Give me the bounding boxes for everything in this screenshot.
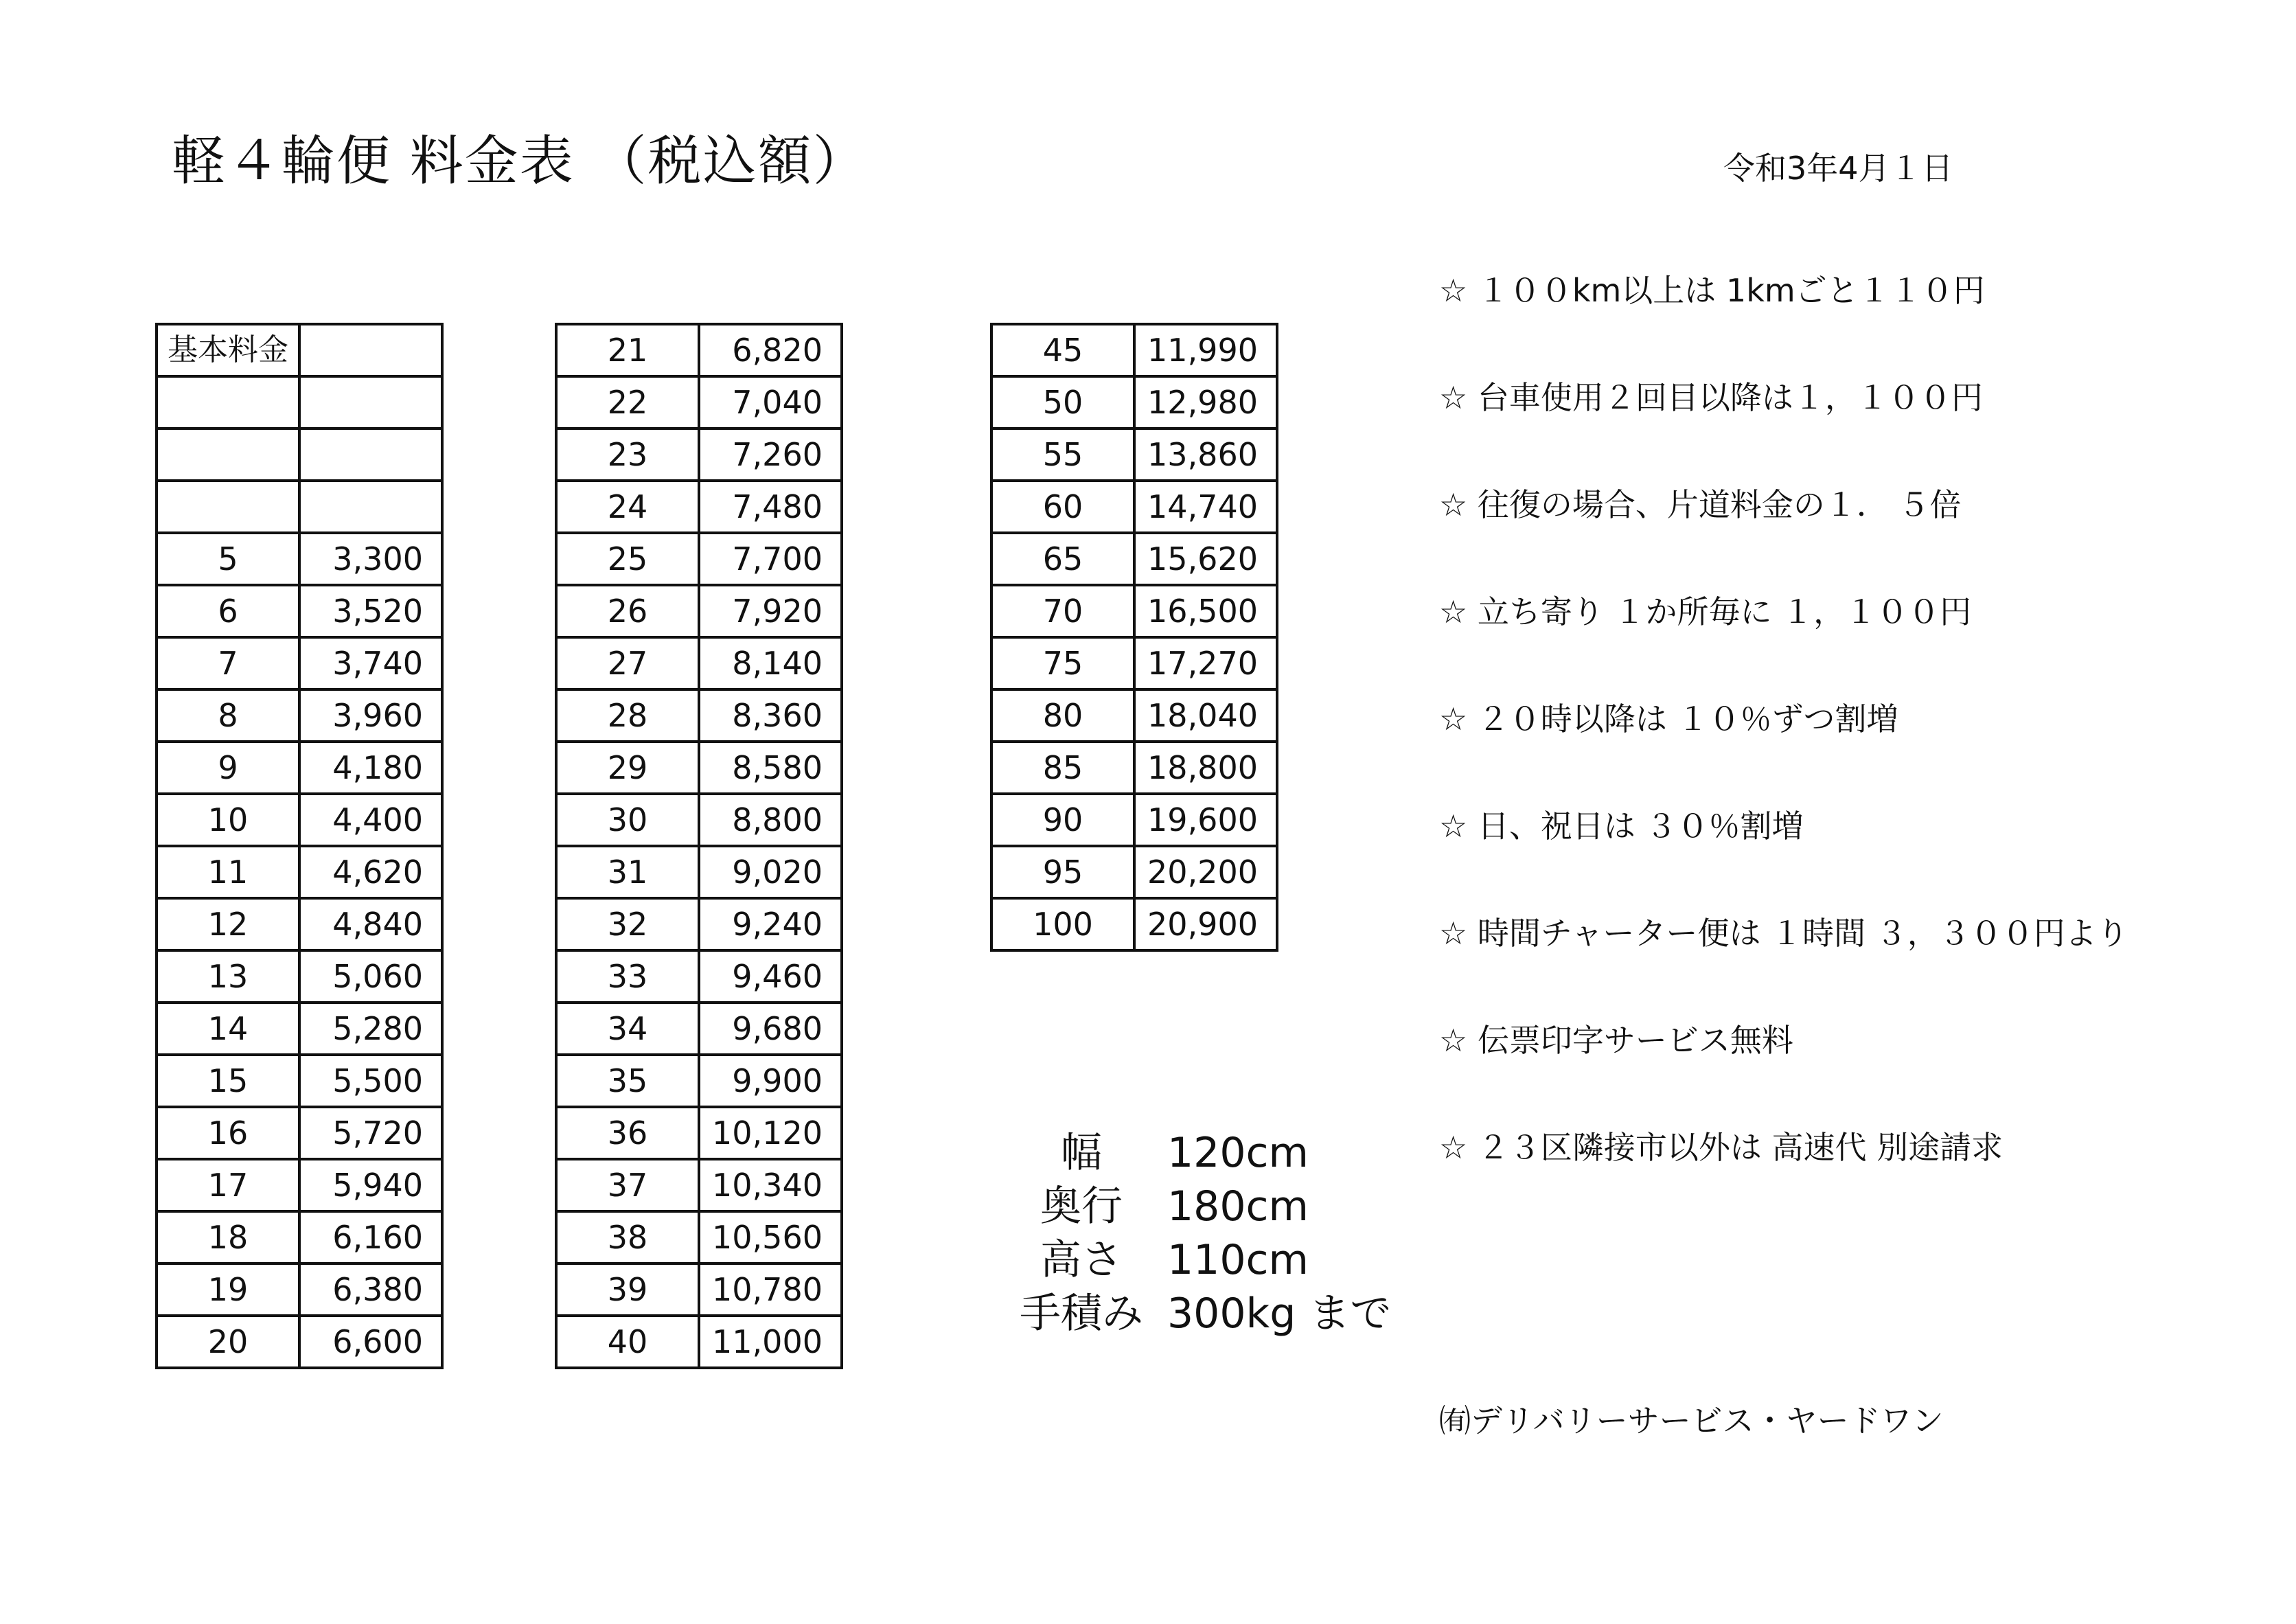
distance-cell: 85: [991, 742, 1134, 794]
table-row: [157, 533, 442, 585]
table-row: [556, 794, 842, 846]
table-row: [556, 1263, 842, 1316]
note-item: ☆ １００km以上は 1kmごと１１０円: [1439, 272, 1985, 309]
note-item: ☆ 日、祝日は ３０％割増: [1439, 808, 1804, 845]
distance-cell: 75: [991, 637, 1134, 689]
table-row: [991, 898, 1277, 950]
spec-label: 高さ: [1040, 1236, 1123, 1284]
table-row: [556, 428, 842, 481]
price-cell: 3,520: [299, 585, 442, 637]
price-cell: 5,280: [299, 1003, 442, 1055]
table-row: [556, 689, 842, 742]
table-row: [991, 324, 1277, 376]
table-row: [556, 481, 842, 533]
price-cell: 10,780: [699, 1263, 842, 1316]
table-row: [157, 742, 442, 794]
distance-cell: 50: [991, 376, 1134, 428]
spec-label: 奥行: [1040, 1182, 1123, 1231]
table-row: [556, 1159, 842, 1211]
price-cell: 6,600: [299, 1316, 442, 1368]
price-cell: [299, 376, 442, 428]
price-cell: 10,340: [699, 1159, 842, 1211]
distance-cell: 28: [556, 689, 699, 742]
table-row: [157, 376, 442, 428]
distance-cell: 17: [157, 1159, 299, 1211]
distance-cell: 14: [157, 1003, 299, 1055]
table-row: [991, 376, 1277, 428]
price-cell: 9,460: [699, 950, 842, 1003]
distance-cell: 35: [556, 1055, 699, 1107]
table-row: [157, 481, 442, 533]
distance-cell: 30: [556, 794, 699, 846]
distance-cell: 20: [157, 1316, 299, 1368]
empty-cell: [299, 324, 442, 376]
table-row: [157, 1211, 442, 1263]
price-cell: 5,060: [299, 950, 442, 1003]
distance-cell: 36: [556, 1107, 699, 1159]
distance-cell: 13: [157, 950, 299, 1003]
distance-cell: 90: [991, 794, 1134, 846]
spec-row: [996, 1233, 1391, 1287]
distance-cell: [157, 481, 299, 533]
distance-cell: 32: [556, 898, 699, 950]
table-row: [556, 1055, 842, 1107]
table-row: [157, 1003, 442, 1055]
company-name: ㈲デリバリーサービス・ヤードワン: [1439, 1402, 1944, 1439]
table-row: [157, 1055, 442, 1107]
price-cell: 4,840: [299, 898, 442, 950]
distance-cell: 27: [556, 637, 699, 689]
distance-cell: 25: [556, 533, 699, 585]
price-cell: 12,980: [1134, 376, 1277, 428]
note-item: ☆ 時間チャーター便は １時間 ３，３００円より: [1439, 915, 2128, 952]
price-cell: [299, 428, 442, 481]
price-cell: 6,160: [299, 1211, 442, 1263]
price-cell: 9,680: [699, 1003, 842, 1055]
distance-cell: 22: [556, 376, 699, 428]
price-cell: 8,800: [699, 794, 842, 846]
table-row: [157, 689, 442, 742]
price-cell: 4,180: [299, 742, 442, 794]
price-cell: 19,600: [1134, 794, 1277, 846]
spec-value: 110cm: [1167, 1236, 1309, 1284]
table-row: [157, 1159, 442, 1211]
distance-cell: 9: [157, 742, 299, 794]
table-row: [556, 1107, 842, 1159]
note-item: ☆ 伝票印字サービス無料: [1439, 1022, 1793, 1059]
distance-cell: 31: [556, 846, 699, 898]
table-row: [991, 585, 1277, 637]
note-item: ☆ 台車使用２回目以降は１，１００円: [1439, 379, 1983, 416]
table-row: [157, 1263, 442, 1316]
distance-cell: 70: [991, 585, 1134, 637]
price-cell: 3,300: [299, 533, 442, 585]
distance-cell: 39: [556, 1263, 699, 1316]
table-row: [556, 376, 842, 428]
table-row: [556, 637, 842, 689]
rate-table-1: [155, 323, 444, 1369]
base-fee-header: 基本料金: [157, 324, 299, 376]
spec-label: 幅: [1061, 1129, 1102, 1177]
distance-cell: 55: [991, 428, 1134, 481]
price-cell: 7,700: [699, 533, 842, 585]
table-row: [991, 846, 1277, 898]
price-cell: 7,260: [699, 428, 842, 481]
vehicle-specs: [996, 1126, 1391, 1340]
table-row: [157, 1107, 442, 1159]
distance-cell: 5: [157, 533, 299, 585]
distance-cell: 33: [556, 950, 699, 1003]
rate-table-2: [555, 323, 843, 1369]
table-row: [556, 1003, 842, 1055]
table-row: [157, 585, 442, 637]
table-row: [157, 898, 442, 950]
price-cell: 5,720: [299, 1107, 442, 1159]
price-cell: 9,900: [699, 1055, 842, 1107]
distance-cell: 6: [157, 585, 299, 637]
distance-cell: 80: [991, 689, 1134, 742]
price-cell: 20,900: [1134, 898, 1277, 950]
price-cell: 10,120: [699, 1107, 842, 1159]
price-cell: 4,400: [299, 794, 442, 846]
spec-row: [996, 1126, 1391, 1180]
price-cell: 10,560: [699, 1211, 842, 1263]
price-cell: 4,620: [299, 846, 442, 898]
price-cell: 8,360: [699, 689, 842, 742]
price-cell: 8,580: [699, 742, 842, 794]
price-cell: 5,500: [299, 1055, 442, 1107]
distance-cell: 60: [991, 481, 1134, 533]
distance-cell: 16: [157, 1107, 299, 1159]
table-row: [991, 689, 1277, 742]
spec-row: [996, 1287, 1391, 1340]
distance-cell: 12: [157, 898, 299, 950]
table-row: [991, 533, 1277, 585]
distance-cell: 26: [556, 585, 699, 637]
price-cell: 9,240: [699, 898, 842, 950]
page-title: 軽４輪便 料金表 （税込額）: [172, 130, 868, 192]
distance-cell: 11: [157, 846, 299, 898]
spec-value: 120cm: [1167, 1129, 1309, 1177]
price-cell: 6,820: [699, 324, 842, 376]
distance-cell: [157, 428, 299, 481]
price-cell: 8,140: [699, 637, 842, 689]
table-row: [157, 1316, 442, 1368]
table-row: [991, 637, 1277, 689]
table-row: [157, 428, 442, 481]
distance-cell: 29: [556, 742, 699, 794]
table-row: [556, 846, 842, 898]
note-item: ☆ 往復の場合、片道料金の１． ５倍: [1439, 486, 1962, 523]
table-row: [157, 950, 442, 1003]
notes-list: [1439, 272, 2128, 1239]
price-cell: 7,480: [699, 481, 842, 533]
table-row: [991, 481, 1277, 533]
table-row: [157, 846, 442, 898]
price-cell: 7,040: [699, 376, 842, 428]
table-row: [157, 794, 442, 846]
note-item: ☆ ２０時以降は １０％ずつ割増: [1439, 700, 1898, 737]
price-cell: 18,040: [1134, 689, 1277, 742]
table-row: [556, 742, 842, 794]
distance-cell: 65: [991, 533, 1134, 585]
price-cell: 17,270: [1134, 637, 1277, 689]
table-row: [556, 898, 842, 950]
price-cell: 3,740: [299, 637, 442, 689]
distance-cell: 18: [157, 1211, 299, 1263]
price-cell: 11,990: [1134, 324, 1277, 376]
distance-cell: 10: [157, 794, 299, 846]
distance-cell: 45: [991, 324, 1134, 376]
spec-value: 300kg まで: [1167, 1290, 1392, 1338]
note-item: ☆ 立ち寄り １か所毎に １，１００円: [1439, 593, 1972, 630]
table-row: [991, 742, 1277, 794]
distance-cell: 8: [157, 689, 299, 742]
table-row: [556, 1211, 842, 1263]
distance-cell: 40: [556, 1316, 699, 1368]
price-cell: 3,960: [299, 689, 442, 742]
spec-row: [996, 1180, 1391, 1233]
table-row: [556, 585, 842, 637]
table-row: [556, 533, 842, 585]
price-cell: 11,000: [699, 1316, 842, 1368]
price-cell: 16,500: [1134, 585, 1277, 637]
price-cell: 18,800: [1134, 742, 1277, 794]
table-row: [556, 950, 842, 1003]
spec-label: 手積み: [1020, 1290, 1143, 1338]
distance-cell: 7: [157, 637, 299, 689]
distance-cell: 34: [556, 1003, 699, 1055]
table-row: [157, 637, 442, 689]
spec-value: 180cm: [1167, 1182, 1309, 1231]
distance-cell: 100: [991, 898, 1134, 950]
note-item: ☆ ２３区隣接市以外は 高速代 別途請求: [1439, 1129, 2004, 1166]
price-cell: 5,940: [299, 1159, 442, 1211]
table-row: [991, 428, 1277, 481]
table-row: [556, 1316, 842, 1368]
price-cell: 6,380: [299, 1263, 442, 1316]
rate-table-3: [990, 323, 1278, 952]
price-cell: 20,200: [1134, 846, 1277, 898]
price-cell: [299, 481, 442, 533]
table-header-row: [157, 324, 442, 376]
distance-cell: [157, 376, 299, 428]
distance-cell: 15: [157, 1055, 299, 1107]
distance-cell: 38: [556, 1211, 699, 1263]
distance-cell: 21: [556, 324, 699, 376]
distance-cell: 19: [157, 1263, 299, 1316]
distance-cell: 95: [991, 846, 1134, 898]
issue-date: 令和3年4月１日: [1723, 150, 1953, 187]
price-cell: 13,860: [1134, 428, 1277, 481]
price-cell: 9,020: [699, 846, 842, 898]
distance-cell: 24: [556, 481, 699, 533]
distance-cell: 23: [556, 428, 699, 481]
price-cell: 15,620: [1134, 533, 1277, 585]
price-cell: 7,920: [699, 585, 842, 637]
price-cell: 14,740: [1134, 481, 1277, 533]
table-row: [556, 324, 842, 376]
table-row: [991, 794, 1277, 846]
distance-cell: 37: [556, 1159, 699, 1211]
